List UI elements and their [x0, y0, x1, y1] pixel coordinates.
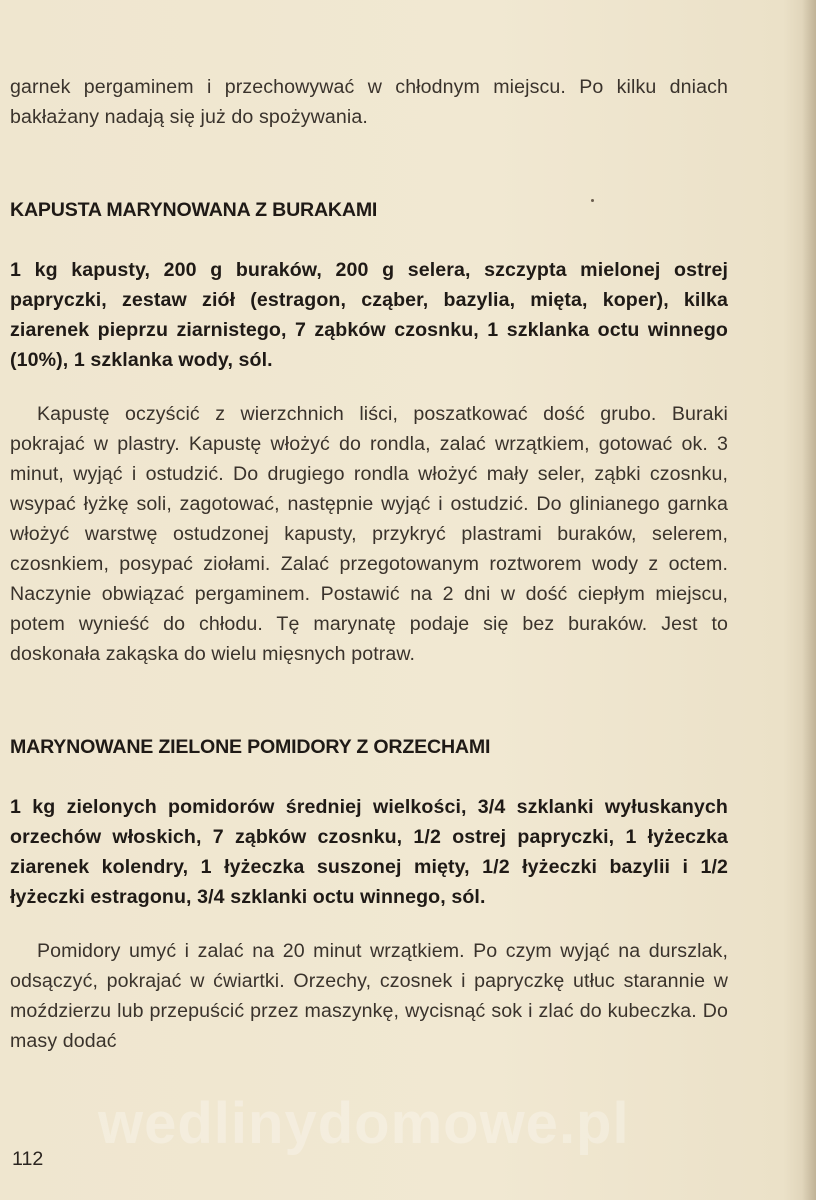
page-edge-shadow [802, 0, 816, 1200]
recipe-title-tomatoes: MARYNOWANE ZIELONE POMIDORY Z ORZECHAMI [10, 736, 491, 758]
recipe-ingredients-cabbage: 1 kg kapusty, 200 g buraków, 200 g selera, szczypta mielonej ostrej papryczki, zestaw ziół (estragon, cząber, bazylia, mięta, koper), kilka ziarenek pieprzu ziarnistego, 7 ząbków czosnku, 1 szklanka octu winnego (10%), 1 szklanka wody, sól. [10, 259, 728, 371]
recipe-title-cabbage: KAPUSTA MARYNOWANA Z BURAKAMI [10, 199, 378, 221]
watermark-text: wedlinydomowe.pl [98, 1091, 630, 1156]
page-number: 112 [12, 1148, 44, 1170]
page-content [10, 72, 728, 1056]
continuation-paragraph: garnek pergaminem i przechowywać w chłodnym miejscu. Po kilku dniach bakłażany nadają się już do spożywania. [10, 76, 728, 128]
recipe-ingredients-tomatoes: 1 kg zielonych pomidorów średniej wielkości, 3/4 szklanki wyłuskanych orzechów włoskich, 7 ząbków czosnku, 1/2 ostrej papryczki, 1 łyżeczka ziarenek kolendry, 1 łyżeczka suszonej mięty, 1/2 łyżeczki bazylii i 1/2 łyżeczki estragonu, 3/4 szklanki octu winnego, sól. [10, 796, 728, 908]
recipe-instructions-tomatoes: Pomidory umyć i zalać na 20 minut wrzątkiem. Po czym wyjąć na durszlak, odsączyć, pokrajać w ćwiartki. Orzechy, czosnek i papryczkę utłuc starannie w moździerzu lub przepuścić przez maszynkę, wycisnąć sok i zlać do kubeczka. Do masy dodać [10, 940, 728, 1052]
recipe-instructions-cabbage: Kapustę oczyścić z wierzchnich liści, poszatkować dość grubo. Buraki pokrajać w plastry. Kapustę włożyć do rondla, zalać wrzątkiem, gotować ok. 3 minut, wyjąć i ostudzić. Do drugiego rondla włożyć mały seler, ząbki czosnku, wsypać łyżkę soli, zagotować, następnie wyjąć i ostudzić. Do glinianego garnka włożyć warstwę ostudzonej kapusty, przykryć plastrami buraków, selerem, czosnkiem, posypać ziołami. Zalać przegotowanym roztworem wody z octem. Naczynie obwiązać pergaminem. Postawić na 2 dni w dość ciepłym miejscu, potem wynieść do chłodu. Tę marynatę podaje się bez buraków. Jest to doskonała zakąska do wielu mięsnych potraw. [10, 403, 728, 665]
